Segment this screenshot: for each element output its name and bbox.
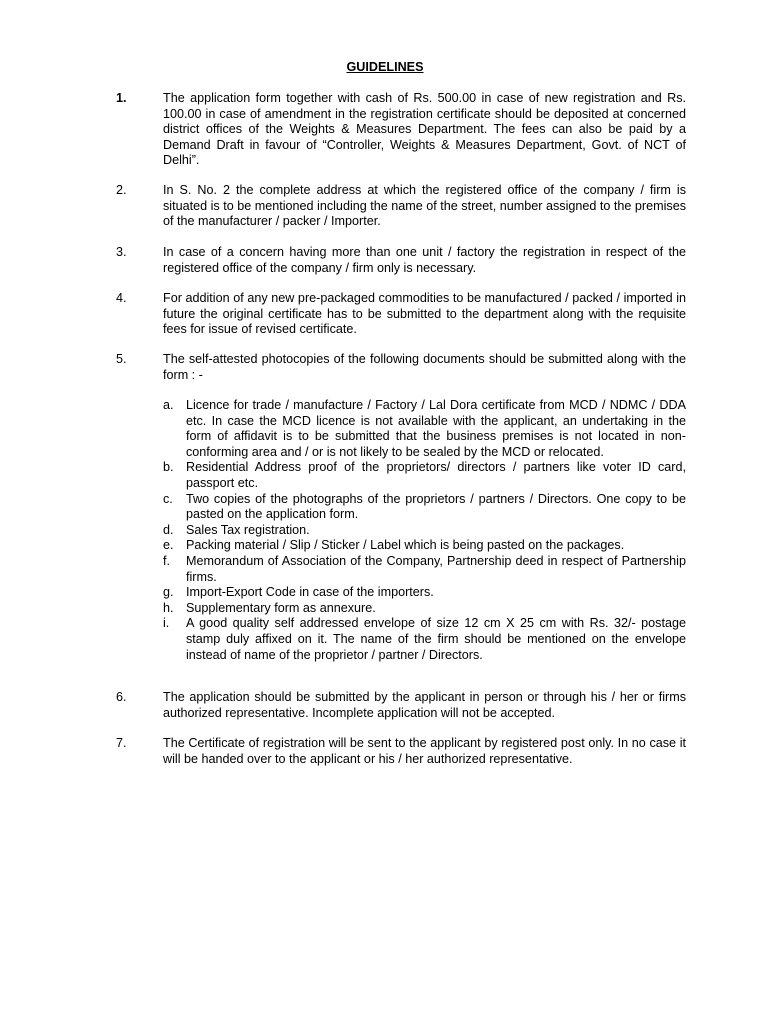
sub-item-e bbox=[163, 538, 686, 554]
sub-item-letter: i. bbox=[163, 616, 170, 631]
sub-item-i bbox=[163, 616, 686, 663]
item-text: For addition of any new pre-packaged commodities to be manufactured / packed / imported in future the original certificate has to be submitted to the department along with the requisite fees for issue of revised certificate. bbox=[163, 291, 686, 337]
item-number: 2. bbox=[116, 183, 127, 197]
sub-item-c bbox=[163, 492, 686, 523]
sub-item-text: Residential Address proof of the proprietors/ directors / partners like voter ID card, passport etc. bbox=[186, 460, 686, 490]
item-number: 5. bbox=[116, 352, 127, 366]
sub-item-text: Import-Export Code in case of the importers. bbox=[186, 585, 434, 600]
sub-item-text: A good quality self addressed envelope of size 12 cm X 25 cm with Rs. 32/- postage stamp duly affixed on it. The name of the firm should be mentioned on the envelope instead of name of the proprietor / partner / Directors. bbox=[186, 616, 686, 662]
guideline-item-3 bbox=[116, 245, 686, 276]
guideline-item-7 bbox=[116, 736, 686, 767]
sub-item-d bbox=[163, 523, 686, 539]
document-title: GUIDELINES bbox=[346, 60, 424, 74]
sub-item-text: Sales Tax registration. bbox=[186, 522, 310, 537]
item-text: The application form together with cash of Rs. 500.00 in case of new registration and Rs. 100.00 in case of amendment in the registration certificate should be deposited at concerned district offices of the Weights & Measures Department. The fees can also be paid by a Demand Draft in favour of “Controller, Weights & Measures Department, Govt. of NCT of Delhi”. bbox=[163, 91, 686, 168]
sub-item-b bbox=[163, 460, 686, 491]
item-text: The Certificate of registration will be sent to the applicant by registered post only. In no case it will be handed over to the applicant or his / her authorized representative. bbox=[163, 736, 686, 766]
document-sub-list bbox=[163, 398, 686, 663]
guideline-item-2 bbox=[116, 183, 686, 230]
sub-item-text: Memorandum of Association of the Company, Partnership deed in respect of Partnership firms. bbox=[186, 553, 686, 584]
item-number: 1. bbox=[116, 91, 127, 105]
sub-item-letter: g. bbox=[163, 585, 174, 600]
sub-item-h bbox=[163, 601, 686, 617]
sub-item-f bbox=[163, 554, 686, 585]
guideline-item-4 bbox=[116, 291, 686, 338]
sub-item-text: Two copies of the photographs of the proprietors / partners / Directors. One copy to be pasted on the application form. bbox=[186, 491, 686, 522]
guideline-item-5 bbox=[116, 352, 686, 383]
sub-item-a bbox=[163, 398, 686, 460]
sub-item-text: Licence for trade / manufacture / Factory / Lal Dora certificate from MCD / NDMC / DDA etc. In case the MCD licence is not available with the applicant, an undertaking in the form of affidavit is to be submitted that the business premises is not located in non-conforming area and / or is not likely to be sealed by the MCD or relocated. bbox=[186, 398, 686, 459]
item-text: The application should be submitted by the applicant in person or through his / her or firms authorized representative. Incomplete application will not be accepted. bbox=[163, 690, 686, 720]
sub-item-letter: e. bbox=[163, 538, 174, 553]
sub-item-text: Supplementary form as annexure. bbox=[186, 600, 376, 615]
sub-item-letter: a. bbox=[163, 398, 174, 412]
sub-item-letter: c. bbox=[163, 491, 173, 506]
item-number: 6. bbox=[116, 690, 127, 704]
guideline-item-6 bbox=[116, 690, 686, 721]
sub-item-letter: d. bbox=[163, 522, 174, 537]
item-number: 7. bbox=[116, 736, 127, 750]
item-text: In case of a concern having more than one unit / factory the registration in respect of the registered office of the company / firm only is necessary. bbox=[163, 245, 686, 275]
sub-item-letter: h. bbox=[163, 600, 174, 615]
item-text: In S. No. 2 the complete address at which the registered office of the company / firm is situated is to be mentioned including the name of the street, number assigned to the premises of the manufacturer / packer / Importer. bbox=[163, 183, 686, 229]
sub-item-letter: f. bbox=[163, 553, 170, 568]
sub-item-text: Packing material / Slip / Sticker / Label which is being pasted on the packages. bbox=[186, 538, 625, 553]
item-number: 4. bbox=[116, 291, 127, 305]
sub-item-g bbox=[163, 585, 686, 601]
item-number: 3. bbox=[116, 245, 127, 259]
item-text: The self-attested photocopies of the following documents should be submitted along with the form : - bbox=[163, 352, 686, 382]
sub-item-letter: b. bbox=[163, 460, 174, 475]
guideline-item-1 bbox=[116, 91, 686, 169]
